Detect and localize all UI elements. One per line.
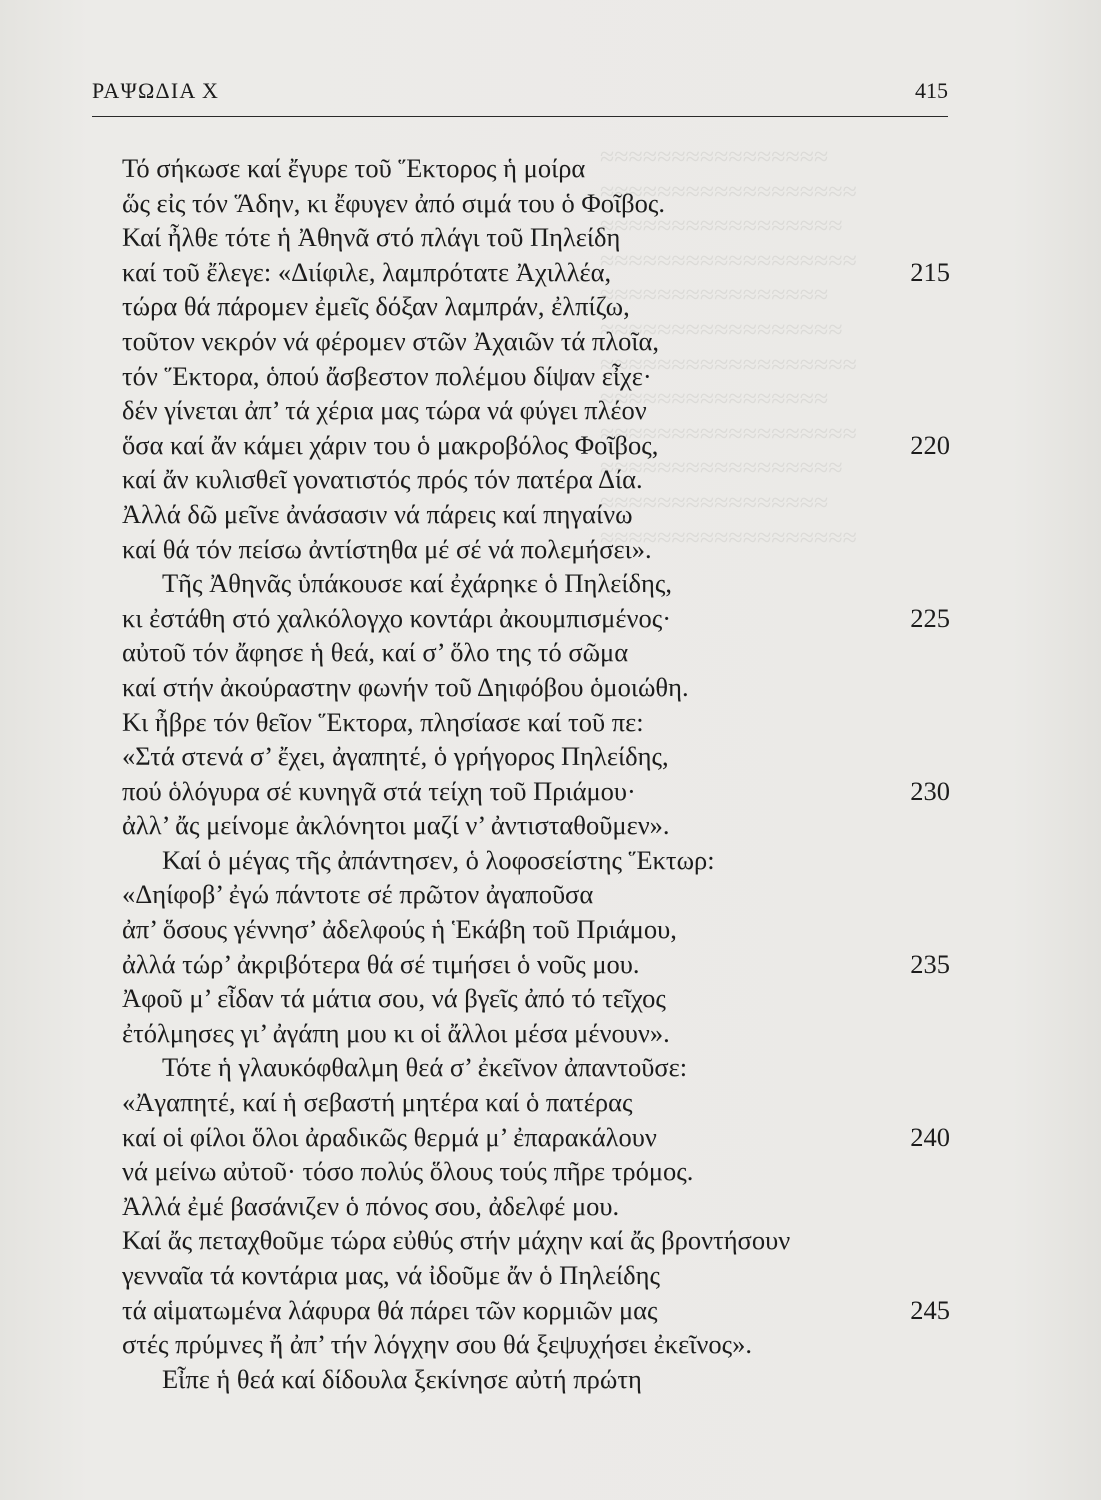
verse-line bbox=[122, 912, 950, 947]
page-header bbox=[92, 78, 948, 112]
verse-line-text: νά μείνω αὐτοῦ· τόσο πολύς ὅλους τούς πῆρε τρόμος. bbox=[122, 1156, 694, 1187]
verse-line-text: Καί ὁ μέγας τῆς ἀπάντησεν, ὁ λοφοσείστης Ἕκτωρ: bbox=[162, 844, 715, 875]
verse-line-text: Τῆς Ἀθηνᾶς ὑπάκουσε καί ἐχάρηκε ὁ Πηλείδης, bbox=[162, 568, 672, 599]
verse-line-text: «Ἀγαπητέ, καί ἡ σεβαστή μητέρα καί ὁ πατέρας bbox=[122, 1087, 633, 1118]
line-number: 230 bbox=[910, 775, 950, 806]
verse-line-text: ὥς εἰς τόν Ἅδην, κι ἔφυγεν ἀπό σιμά του ὁ Φοῖβος. bbox=[122, 187, 666, 218]
verse-line-text: ὅσα καί ἄν κάμει χάριν του ὁ μακροβόλος Φοῖβος, bbox=[122, 429, 659, 460]
verse-line bbox=[122, 808, 950, 843]
verse-line bbox=[122, 462, 950, 497]
verse-line-text: καί οἱ φίλοι ὅλοι ἀραδικῶς θερμά μ’ ἐπαρακάλουν bbox=[122, 1121, 657, 1152]
verse-line bbox=[122, 1120, 950, 1155]
verse-line-text: αὐτοῦ τόν ἄφησε ἡ θεά, καί σ’ ὅλο της τό σῶμα bbox=[122, 637, 629, 668]
verse-line-text: στές πρύμνες ἤ ἀπ’ τήν λόγχην σου θά ξεψυχήσει ἐκεῖνος». bbox=[122, 1329, 752, 1360]
verse-line bbox=[122, 255, 950, 290]
verse-line-text: τώρα θά πάρομεν ἐμεῖς δόξαν λαμπράν, ἐλπίζω, bbox=[122, 291, 630, 322]
verse-line-text: δέν γίνεται ἀπ’ τά χέρια μας τώρα νά φύγει πλέον bbox=[122, 395, 647, 426]
verse-line bbox=[122, 1154, 950, 1189]
verse-line bbox=[122, 393, 950, 428]
verse-line bbox=[122, 705, 950, 740]
verse-line-text: καί ἄν κυλισθεῖ γονατιστός πρός τόν πατέρα Δία. bbox=[122, 464, 643, 495]
verse-line bbox=[122, 1085, 950, 1120]
verse-line bbox=[122, 324, 950, 359]
verse-line-text: Κι ἦβρε τόν θεῖον Ἕκτορα, πλησίασε καί τοῦ πε: bbox=[122, 706, 644, 737]
verse-line bbox=[122, 601, 950, 636]
verse-line-text: «Δηίφοβ’ ἐγώ πάντοτε σέ πρῶτον ἀγαποῦσα bbox=[122, 879, 594, 910]
line-number: 240 bbox=[910, 1121, 950, 1152]
verse-line-text: Εἶπε ἡ θεά καί δίδουλα ξεκίνησε αὐτή πρώτη bbox=[162, 1363, 642, 1394]
verse-line-text: ἐτόλμησες γι’ ἀγάπη μου κι οἱ ἄλλοι μέσα μένουν». bbox=[122, 1017, 670, 1048]
verse-line bbox=[122, 566, 950, 601]
verse-line bbox=[122, 635, 950, 670]
verse-line bbox=[122, 359, 950, 394]
bleed-through-texture: ≈≈≈≈≈≈≈≈≈≈≈≈≈≈≈≈ ≈≈≈≈≈≈≈≈≈≈≈≈≈≈≈≈≈≈ ≈≈≈≈≈≈≈≈≈≈≈≈≈≈≈≈≈ ≈≈≈≈≈≈≈≈≈≈≈≈≈≈≈≈≈≈ ≈≈≈≈≈≈≈≈≈≈≈≈≈≈≈≈ ≈≈≈≈≈≈≈≈≈≈≈≈≈≈≈≈≈ ≈≈≈≈≈≈≈≈≈≈≈≈≈≈≈≈≈≈ ≈≈≈≈≈≈≈≈≈≈≈≈≈≈≈≈ ≈≈≈≈≈≈≈≈≈≈≈≈≈≈≈≈≈≈ ≈≈≈≈≈≈≈≈≈≈≈≈≈≈≈≈≈ ≈≈≈≈≈≈≈≈≈≈≈≈≈≈≈≈ ≈≈≈≈≈≈≈≈≈≈≈≈≈≈≈≈≈≈ bbox=[600, 142, 857, 552]
verse-line-text: ἀπ’ ὅσους γέννησ’ ἀδελφούς ἡ Ἑκάβη τοῦ Πριάμου, bbox=[122, 914, 677, 945]
verse-line bbox=[122, 1362, 950, 1397]
verse-line bbox=[122, 1189, 950, 1224]
verse-line-text: καί θά τόν πείσω ἀντίστηθα μέ σέ νά πολεμήσει». bbox=[122, 533, 652, 564]
verse-line bbox=[122, 843, 950, 878]
verse-line bbox=[122, 1327, 950, 1362]
verse-line-text: ἀλλά τώρ’ ἀκριβότερα θά σέ τιμήσει ὁ νοῦς μου. bbox=[122, 948, 640, 979]
verse-line-text: τόν Ἕκτορα, ὁπού ἄσβεστον πολέμου δίψαν εἶχε· bbox=[122, 360, 652, 391]
verse-line-text: πού ὁλόγυρα σέ κυνηγᾶ στά τείχη τοῦ Πριάμου· bbox=[122, 775, 636, 806]
verse-line-text: Ἀφοῦ μ’ εἶδαν τά μάτια σου, νά βγεῖς ἀπό τό τεῖχος bbox=[122, 983, 666, 1014]
verse-line-text: Ἀλλά δῶ μεῖνε ἀνάσασιν νά πάρεις καί πηγαίνω bbox=[122, 498, 633, 529]
verse-line-text: Καί ἄς πεταχθοῦμε τώρα εὐθύς στήν μάχην καί ἄς βροντήσουν bbox=[122, 1225, 791, 1256]
verse-line bbox=[122, 151, 950, 186]
verse-text bbox=[122, 151, 950, 1396]
verse-line bbox=[122, 947, 950, 982]
verse-line bbox=[122, 981, 950, 1016]
line-number: 215 bbox=[910, 256, 950, 287]
verse-line bbox=[122, 739, 950, 774]
header-rule bbox=[92, 116, 948, 117]
verse-line-text: Τό σήκωσε καί ἔγυρε τοῦ Ἕκτορος ἡ μοίρα bbox=[122, 153, 586, 183]
verse-line-text: καί στήν ἀκούραστην φωνήν τοῦ Δηιφόβου ὁμοιώθη. bbox=[122, 671, 689, 702]
line-number: 245 bbox=[910, 1294, 950, 1325]
verse-line bbox=[122, 670, 950, 705]
running-head: ΡΑΨΩΔΙΑ Χ bbox=[92, 78, 220, 103]
line-number: 220 bbox=[910, 429, 950, 460]
verse-line-text: Ἀλλά ἐμέ βασάνιζεν ὁ πόνος σου, ἀδελφέ μου. bbox=[122, 1190, 620, 1221]
verse-line bbox=[122, 1258, 950, 1293]
verse-line bbox=[122, 774, 950, 809]
verse-line bbox=[122, 1293, 950, 1328]
verse-line-text: ἀλλ’ ἄς μείνομε ἀκλόνητοι μαζί ν’ ἀντισταθοῦμεν». bbox=[122, 810, 670, 841]
verse-line bbox=[122, 532, 950, 567]
verse-line-text: καί τοῦ ἔλεγε: «Διίφιλε, λαμπρότατε Ἀχιλλέα, bbox=[122, 256, 612, 287]
verse-line bbox=[122, 289, 950, 324]
verse-line-text: «Στά στενά σ’ ἔχει, ἀγαπητέ, ὁ γρήγορος Πηλείδης, bbox=[122, 741, 669, 772]
line-number: 225 bbox=[910, 602, 950, 633]
line-number: 235 bbox=[910, 948, 950, 979]
verse-line-text: τοῦτον νεκρόν νά φέρομεν στῶν Ἀχαιῶν τά πλοῖα, bbox=[122, 325, 660, 356]
verse-line bbox=[122, 1016, 950, 1051]
verse-line-text: γενναῖα τά κοντάρια μας, νά ἰδοῦμε ἄν ὁ Πηλείδης bbox=[122, 1260, 661, 1290]
page-number: 415 bbox=[915, 78, 948, 103]
verse-line-text: Καί ἦλθε τότε ἡ Ἀθηνᾶ στό πλάγι τοῦ Πηλείδη bbox=[122, 222, 621, 253]
verse-line bbox=[122, 220, 950, 255]
verse-line bbox=[122, 186, 950, 221]
verse-line bbox=[122, 428, 950, 463]
verse-line-text: τά αἱματωμένα λάφυρα θά πάρει τῶν κορμιῶν μας bbox=[122, 1294, 658, 1325]
verse-line bbox=[122, 497, 950, 532]
verse-line-text: Τότε ἡ γλαυκόφθαλμη θεά σ’ ἐκεῖνον ἀπαντοῦσε: bbox=[162, 1052, 688, 1083]
verse-line-text: κι ἐστάθη στό χαλκόλογχο κοντάρι ἀκουμπισμένος· bbox=[122, 602, 672, 633]
verse-line bbox=[122, 877, 950, 912]
verse-line bbox=[122, 1223, 950, 1258]
verse-line bbox=[122, 1050, 950, 1085]
